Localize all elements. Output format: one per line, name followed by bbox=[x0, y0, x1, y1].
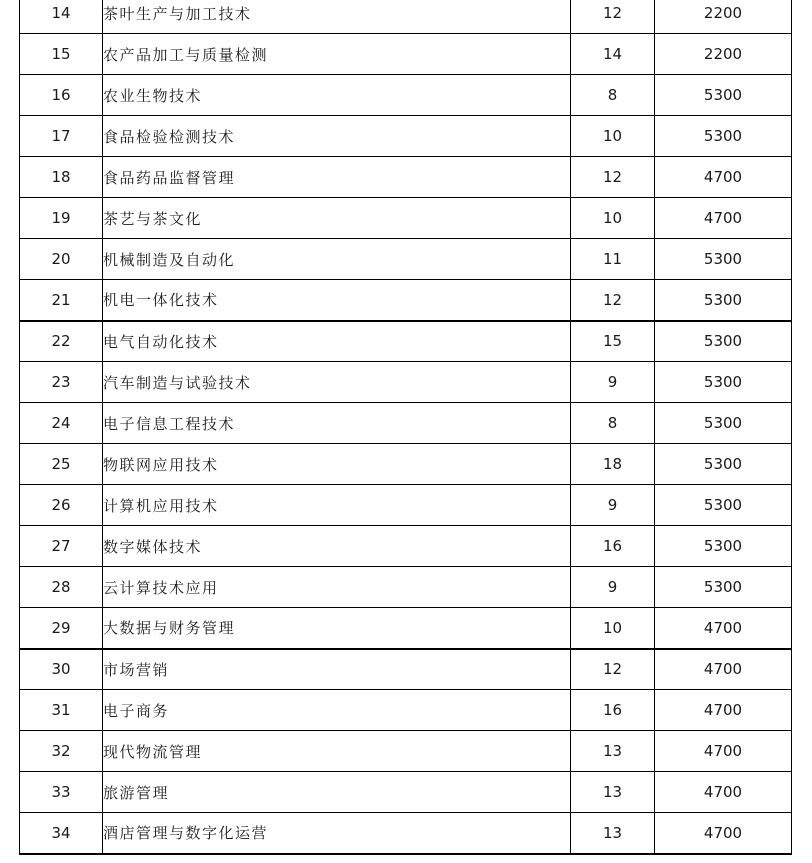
enrollment-count: 16 bbox=[571, 526, 655, 567]
tuition-fee: 5300 bbox=[655, 403, 792, 444]
tuition-fee: 4700 bbox=[655, 813, 792, 854]
major-name: 机电一体化技术 bbox=[103, 280, 571, 321]
major-name: 茶艺与茶文化 bbox=[103, 198, 571, 239]
row-number: 22 bbox=[20, 321, 103, 362]
major-table-body bbox=[20, 0, 792, 854]
row-number: 17 bbox=[20, 116, 103, 157]
enrollment-count: 10 bbox=[571, 198, 655, 239]
major-name: 酒店管理与数字化运营 bbox=[103, 813, 571, 854]
tuition-fee: 5300 bbox=[655, 280, 792, 321]
row-number: 15 bbox=[20, 34, 103, 75]
table-row bbox=[20, 608, 792, 649]
tuition-fee: 5300 bbox=[655, 526, 792, 567]
table-row bbox=[20, 403, 792, 444]
table-row bbox=[20, 526, 792, 567]
enrollment-count: 9 bbox=[571, 567, 655, 608]
major-name: 农产品加工与质量检测 bbox=[103, 34, 571, 75]
tuition-fee: 4700 bbox=[655, 608, 792, 649]
tuition-fee: 5300 bbox=[655, 444, 792, 485]
table-row bbox=[20, 813, 792, 854]
major-name: 大数据与财务管理 bbox=[103, 608, 571, 649]
row-number: 16 bbox=[20, 75, 103, 116]
row-number: 28 bbox=[20, 567, 103, 608]
major-name: 食品药品监督管理 bbox=[103, 157, 571, 198]
enrollment-count: 12 bbox=[571, 157, 655, 198]
table-row bbox=[20, 75, 792, 116]
enrollment-count: 10 bbox=[571, 116, 655, 157]
major-name: 数字媒体技术 bbox=[103, 526, 571, 567]
enrollment-count: 12 bbox=[571, 649, 655, 690]
row-number: 29 bbox=[20, 608, 103, 649]
major-name: 现代物流管理 bbox=[103, 731, 571, 772]
row-number: 27 bbox=[20, 526, 103, 567]
row-number: 14 bbox=[20, 0, 103, 34]
major-name: 茶叶生产与加工技术 bbox=[103, 0, 571, 34]
enrollment-count: 16 bbox=[571, 690, 655, 731]
table-row bbox=[20, 34, 792, 75]
table-row bbox=[20, 116, 792, 157]
tuition-fee: 4700 bbox=[655, 198, 792, 239]
enrollment-count: 8 bbox=[571, 403, 655, 444]
tuition-fee: 4700 bbox=[655, 157, 792, 198]
table-row bbox=[20, 198, 792, 239]
row-number: 32 bbox=[20, 731, 103, 772]
tuition-fee: 5300 bbox=[655, 75, 792, 116]
enrollment-count: 8 bbox=[571, 75, 655, 116]
tuition-fee: 5300 bbox=[655, 485, 792, 526]
major-name: 汽车制造与试验技术 bbox=[103, 362, 571, 403]
major-name: 云计算技术应用 bbox=[103, 567, 571, 608]
row-number: 21 bbox=[20, 280, 103, 321]
major-name: 市场营销 bbox=[103, 649, 571, 690]
tuition-fee: 5300 bbox=[655, 567, 792, 608]
table-row bbox=[20, 485, 792, 526]
major-name: 农业生物技术 bbox=[103, 75, 571, 116]
tuition-fee: 4700 bbox=[655, 649, 792, 690]
enrollment-count: 9 bbox=[571, 362, 655, 403]
row-number: 19 bbox=[20, 198, 103, 239]
enrollment-count: 18 bbox=[571, 444, 655, 485]
table-row bbox=[20, 649, 792, 690]
table-row bbox=[20, 567, 792, 608]
row-number: 34 bbox=[20, 813, 103, 854]
major-name: 旅游管理 bbox=[103, 772, 571, 813]
row-number: 33 bbox=[20, 772, 103, 813]
enrollment-count: 12 bbox=[571, 280, 655, 321]
table-row bbox=[20, 690, 792, 731]
table-row bbox=[20, 157, 792, 198]
enrollment-count: 15 bbox=[571, 321, 655, 362]
table-row bbox=[20, 321, 792, 362]
tuition-fee: 5300 bbox=[655, 116, 792, 157]
row-number: 20 bbox=[20, 239, 103, 280]
row-number: 23 bbox=[20, 362, 103, 403]
enrollment-count: 9 bbox=[571, 485, 655, 526]
enrollment-count: 11 bbox=[571, 239, 655, 280]
tuition-fee: 4700 bbox=[655, 772, 792, 813]
row-number: 24 bbox=[20, 403, 103, 444]
tuition-fee: 4700 bbox=[655, 731, 792, 772]
major-name: 电气自动化技术 bbox=[103, 321, 571, 362]
major-name: 电子商务 bbox=[103, 690, 571, 731]
table-row bbox=[20, 444, 792, 485]
row-number: 26 bbox=[20, 485, 103, 526]
major-name: 电子信息工程技术 bbox=[103, 403, 571, 444]
row-number: 31 bbox=[20, 690, 103, 731]
table-row bbox=[20, 239, 792, 280]
enrollment-count: 13 bbox=[571, 813, 655, 854]
enrollment-count: 10 bbox=[571, 608, 655, 649]
tuition-fee: 2200 bbox=[655, 0, 792, 34]
tuition-fee: 5300 bbox=[655, 321, 792, 362]
table-row bbox=[20, 772, 792, 813]
row-number: 18 bbox=[20, 157, 103, 198]
major-name: 物联网应用技术 bbox=[103, 444, 571, 485]
tuition-fee: 5300 bbox=[655, 362, 792, 403]
major-table bbox=[19, 0, 792, 855]
tuition-fee: 5300 bbox=[655, 239, 792, 280]
table-row bbox=[20, 731, 792, 772]
enrollment-count: 13 bbox=[571, 772, 655, 813]
table-row bbox=[20, 0, 792, 34]
tuition-fee: 4700 bbox=[655, 690, 792, 731]
major-name: 计算机应用技术 bbox=[103, 485, 571, 526]
enrollment-count: 13 bbox=[571, 731, 655, 772]
row-number: 25 bbox=[20, 444, 103, 485]
enrollment-count: 12 bbox=[571, 0, 655, 34]
enrollment-count: 14 bbox=[571, 34, 655, 75]
table-row bbox=[20, 280, 792, 321]
tuition-fee: 2200 bbox=[655, 34, 792, 75]
table-row bbox=[20, 362, 792, 403]
row-number: 30 bbox=[20, 649, 103, 690]
major-name: 食品检验检测技术 bbox=[103, 116, 571, 157]
major-name: 机械制造及自动化 bbox=[103, 239, 571, 280]
